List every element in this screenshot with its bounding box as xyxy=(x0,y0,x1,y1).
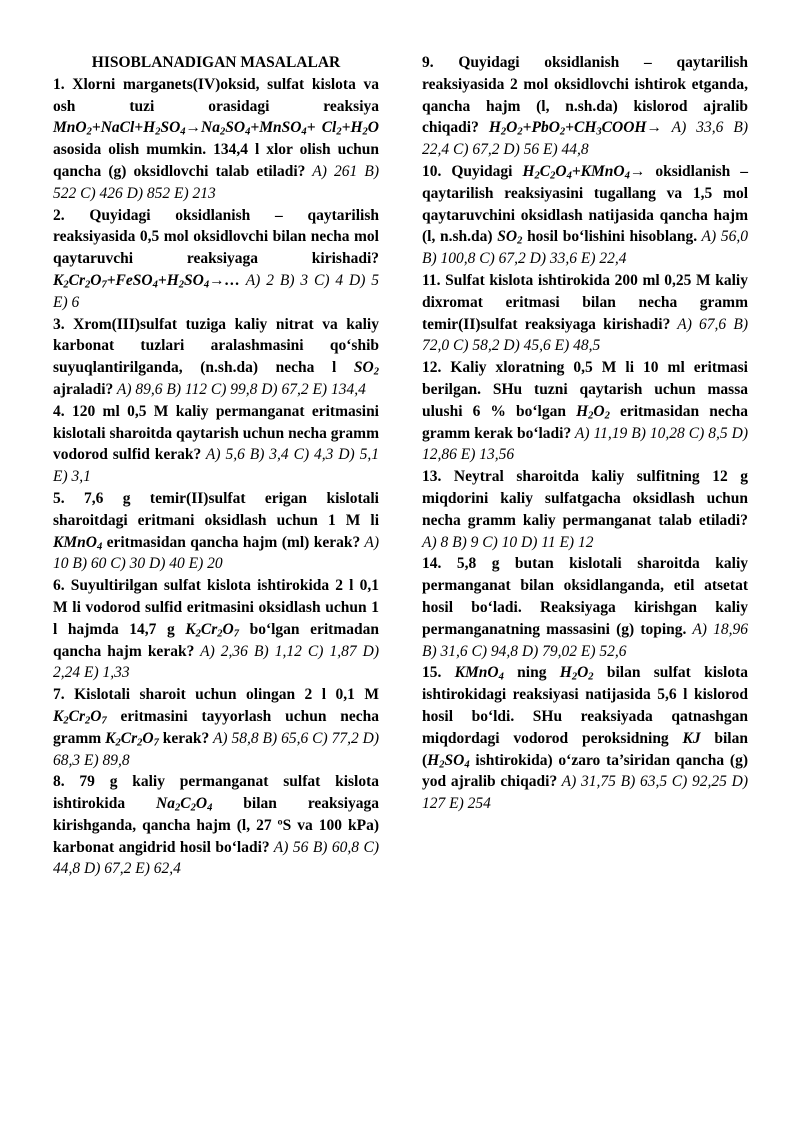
answer-options: A) 11,19 B) 10,28 C) 8,5 D) 12,86 E) 13,56 xyxy=(422,424,749,464)
question-2 xyxy=(53,205,379,314)
formula: KMnO$_4$ xyxy=(454,664,504,683)
page-title: HISOBLANADIGAN MASALALAR xyxy=(91,54,341,71)
question-15 xyxy=(422,662,748,815)
answer-options: A) 31,75 B) 63,5 C) 92,25 D) 127 E) 254 xyxy=(422,773,748,813)
formula: $SO_2$ xyxy=(353,359,379,378)
formula: KMnO$_4$ xyxy=(53,533,103,553)
question-10 xyxy=(422,161,748,270)
formula: $Na_2C_2O_4$ xyxy=(156,795,213,814)
question-text: eritmasidan necha gramm kerak bo‘ladi? xyxy=(422,402,748,442)
question-text: bilan sulfat kislota ishtirokidagi reaksiyasi natijasida 5,6 l kislorod hosil bo‘ldi. SHu reaksiyada qatnashgan miqdordagi vodorod peroksidning xyxy=(422,664,748,747)
formula: KJ xyxy=(682,729,701,747)
question-8 xyxy=(53,771,379,880)
answer-options: A) 18,96 B) 31,6 C) 94,8 D) 79,02 E) 52,6 xyxy=(422,620,748,660)
question-13 xyxy=(422,466,748,553)
question-text: 4. 120 ml 0,5 M kaliy permanganat eritmasini kislotali sharoitda qaytarish uchun necha gramm vodorod sulfid kerak? xyxy=(53,402,379,464)
answer-options: A) 89,6 B) 112 C) 99,8 D) 67,2 E) 134,4 xyxy=(113,380,366,398)
formula: $K_2Cr_2O_7$ xyxy=(105,729,159,749)
question-text: 9. Quyidagi oksidlanish – qaytarilish reaksiyasida 2 mol oksidlovchi ishtirok etganda, qancha hajm (l, n.sh.da) kislorod ajralib chiqadi? xyxy=(422,54,748,137)
answer-options: A) 67,6 B) 72,0 C) 58,2 D) 45,6 E) 48,5 xyxy=(422,315,748,355)
answer-options: A) 8 B) 9 C) 10 D) 11 E) 12 xyxy=(422,533,594,551)
question-text: ishtirokida) o‘zaro ta’siridan qancha (g) yod ajralib chiqadi? xyxy=(422,751,748,791)
question-text: 1. Xlorni marganets(IV)oksid, sulfat kislota va osh tuzi orasidagi reaksiya xyxy=(53,75,379,115)
left-column xyxy=(53,52,379,1112)
formula: $H_2O_2$ xyxy=(559,664,594,683)
question-text: 10. Quyidagi xyxy=(422,162,523,180)
question-text: 5. 7,6 g temir(II)sulfat erigan kislotali sharoitdagi eritmani oksidlash uchun 1 M li xyxy=(53,489,379,529)
formula: $MnO_2+NaCl+H_2SO_4\to Na_2SO_4+MnSO_4+ Cl_2+H_2O$ xyxy=(53,119,379,139)
question-text: ning xyxy=(503,664,560,682)
formula: $H_2SO_4$ xyxy=(427,751,470,771)
question-14 xyxy=(422,553,748,662)
question-text: 7. Kislotali sharoit uchun olingan 2 l 0,1 M xyxy=(53,686,379,704)
formula: $SO_2$ xyxy=(497,228,523,247)
question-text: kerak? xyxy=(158,729,210,747)
question-text: 8. 79 g kaliy permanganat sulfat kislota ishtirokida xyxy=(53,773,379,813)
question-6 xyxy=(53,575,379,684)
question-text: asosida olish mumkin. 134,4 l xlor olish uchun qancha (g) oksidlovchi talab etiladi? xyxy=(53,141,379,180)
question-11 xyxy=(422,270,748,357)
answer-options: A) 261 B) 522 C) 426 D) 852 E) 213 xyxy=(53,162,379,202)
formula: $H_2O_2+PbO_2+CH_3COOH\to$ xyxy=(488,119,662,139)
question-text: 13. Neytral sharoitda kaliy sulfitning 12 g miqdorini kaliy sulfatgacha oksidlash uchun necha gramm kaliy permanganat talab etiladi? xyxy=(422,468,748,529)
answer-options: A) 33,6 B) 22,4 C) 67,2 D) 56 E) 44,8 xyxy=(422,119,748,159)
question-text: eritmasidan qancha hajm (ml) kerak? xyxy=(102,533,361,551)
question-9 xyxy=(422,52,748,161)
question-text: ajraladi? xyxy=(53,380,114,398)
question-text: bilan ( xyxy=(422,729,748,769)
answer-options: A) 56 B) 60,8 C) 44,8 D) 67,2 E) 62,4 xyxy=(53,838,379,878)
question-text: 2. Quyidagi oksidlanish – qaytarilish reaksiyasida 0,5 mol oksidlovchi bilan necha mol qaytaruvchi reaksiyaga kirishadi? xyxy=(53,206,379,268)
answer-options: A) 56,0 B) 100,8 C) 67,2 D) 33,6 E) 22,4 xyxy=(422,228,748,268)
answer-options: A) 2 B) 3 C) 4 D) 5 E) 6 xyxy=(53,271,379,311)
formula: $K_2Cr_2O_7+FeSO_4+H_2SO_4\to\dots$ xyxy=(53,271,241,291)
answer-options: A) 58,8 B) 65,6 C) 77,2 D) 68,3 E) 89,8 xyxy=(53,729,380,769)
answer-options: A) 2,36 B) 1,12 C) 1,87 D) 2,24 E) 1,33 xyxy=(53,642,379,682)
question-text: 6. Suyultirilgan sulfat kislota ishtirokida 2 l 0,1 M li vodorod sulfid eritmasini oksidlash uchun 1 l hajmda 14,7 g xyxy=(53,577,379,638)
question-12 xyxy=(422,357,748,466)
question-text: 11. Sulfat kislota ishtirokida 200 ml 0,25 M kaliy dixromat eritmasi bilan necha gramm temir(II)sulfat reaksiyaga kirishadi? xyxy=(422,271,748,333)
document-page xyxy=(53,52,748,1112)
question-text: 15. xyxy=(422,664,455,682)
formula: $H_2C_2O_4+KMnO_4\to$ xyxy=(522,162,646,182)
question-1 xyxy=(53,74,379,205)
question-7 xyxy=(53,684,379,771)
question-text: oksidlanish – qaytarilish reaksiyasini tugallang va 1,5 mol qaytaruvchini oksidlash natijasida qancha hajm (l, n.sh.da) xyxy=(422,162,748,246)
question-text: bo‘lgan eritmadan qancha hajm kerak? xyxy=(53,620,379,660)
question-text: eritmasini tayyorlash uchun necha gramm xyxy=(53,707,379,747)
question-text: hosil bo‘lishini hisoblang. xyxy=(522,228,698,246)
formula: $K_2Cr_2O_7$ xyxy=(185,620,240,640)
question-3 xyxy=(53,314,379,401)
question-text: bilan reaksiyaga kirishganda, qancha hajm (l, 27 ºS va 100 kPa) karbonat angidrid hosil bo‘ladi? xyxy=(53,795,380,856)
formula: $H_2O_2$ xyxy=(576,402,610,422)
question-text: 14. 5,8 g butan kislotali sharoitda kaliy permanganat bilan oksidlanganda, etil atsetat hosil bo‘ladi. Reaksiyaga kirishgan kaliy permanganatning massasini (g) toping. xyxy=(422,555,748,638)
right-column xyxy=(422,52,748,1112)
question-4 xyxy=(53,401,379,488)
answer-options: A) 10 B) 60 C) 30 D) 40 E) 20 xyxy=(53,533,379,573)
question-text: 3. Xrom(III)sulfat tuziga kaliy nitrat va kaliy karbonat tuzlari aralashmasini qo‘shib suyuqlantirilganda, (n.sh.da) necha l xyxy=(53,315,379,377)
answer-options: A) 5,6 B) 3,4 C) 4,3 D) 5,1 E) 3,1 xyxy=(53,446,379,486)
question-5 xyxy=(53,488,379,575)
question-text: 12. Kaliy xloratning 0,5 M li 10 ml eritmasi berilgan. SHu tuzni qaytarish uchun massa ulushi 6 % bo‘lgan xyxy=(422,359,748,420)
formula: $K_2Cr_2O_7$ xyxy=(53,707,107,727)
